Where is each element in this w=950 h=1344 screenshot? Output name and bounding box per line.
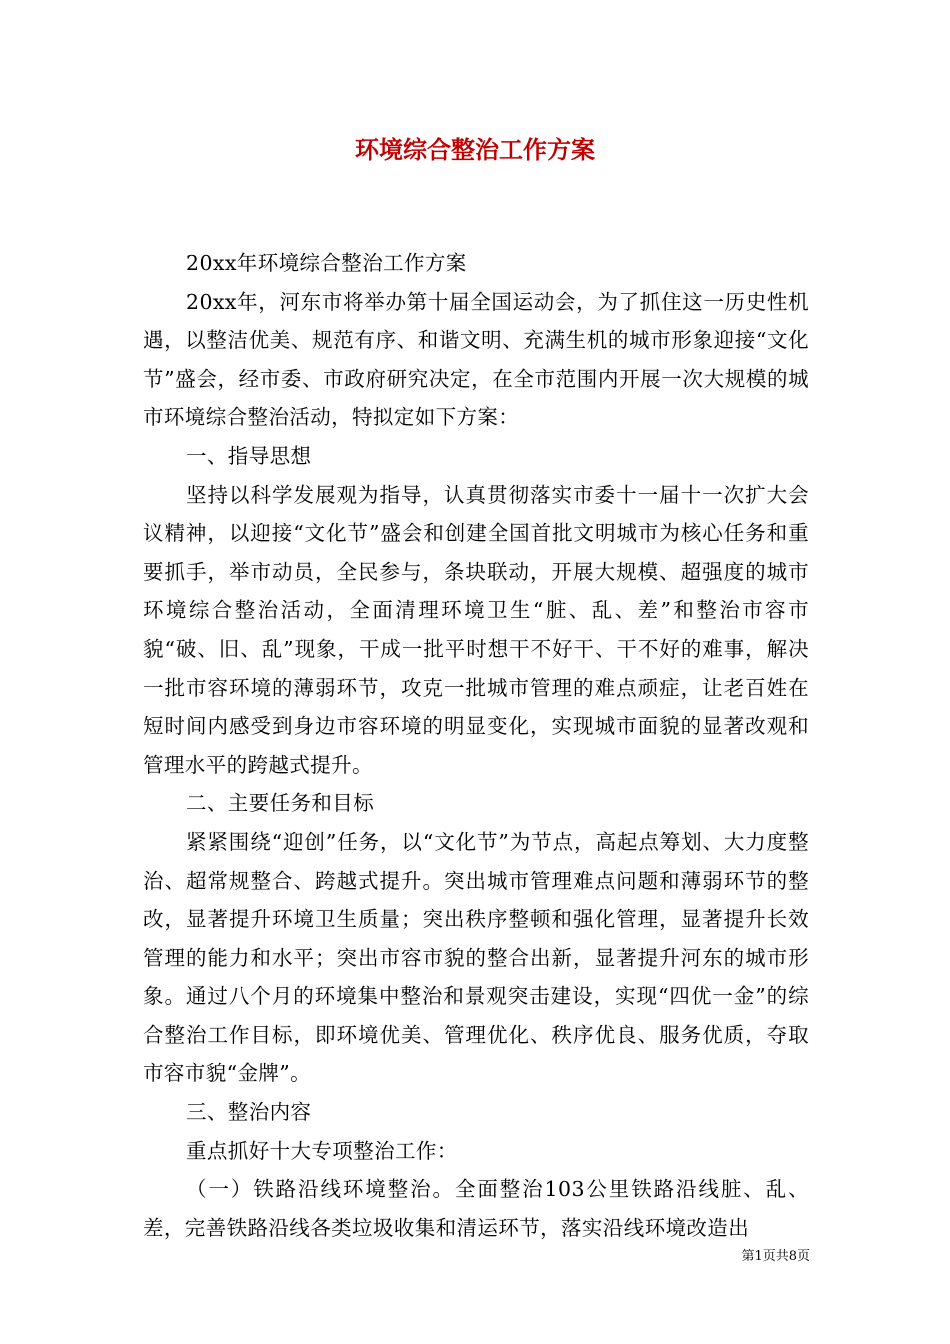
paragraph-main-tasks: 紧紧围绕“迎创”任务，以“文化节”为节点，高起点筹划、大力度整治、超常规整合、跨越式提升。突出城市管理难点问题和薄弱环节的整改，显著提升环境卫生质量；突出秩序整顿和强化管理，显著提升长效管理的能力和水平；突出市容市貌的整合出新，显著提升河东的城市形象。通过八个月的环境集中整治和景观突击建设，实现“四优一金”的综合整治工作目标，即环境优美、管理优化、秩序优良、服务优质，夺取市容市貌“金牌”。 <box>143 829 809 1086</box>
document-subtitle: 20xx年环境综合整治工作方案 <box>186 251 467 275</box>
section-heading-main-tasks: 二、主要任务和目标 <box>186 791 375 816</box>
paragraph-guiding-ideology: 坚持以科学发展观为指导，认真贯彻落实市委十一届十一次扩大会议精神，以迎接“文化节”盛会和创建全国首批文明城市为核心任务和重要抓手，举市动员，全民参与，条块联动，开展大规模、超强度的城市环境综合整治活动，全面清理环境卫生“脏、乱、差”和整治市容市貌“破、旧、乱”现象，干成一批平时想干不好干、干不好的难事，解决一批市容环境的薄弱环节，攻克一批城市管理的难点顽症，让老百姓在短时间内感受到身边市容环境的明显变化，实现城市面貌的显著改观和管理水平的跨越式提升。 <box>143 482 809 777</box>
document-body <box>143 244 809 1247</box>
paragraph-railway-rectification: （一）铁路沿线环境整治。全面整治103公里铁路沿线脏、乱、差，完善铁路沿线各类垃圾收集和清运环节，落实沿线环境改造出 <box>143 1177 809 1240</box>
section-heading-guiding-ideology: 一、指导思想 <box>186 443 312 468</box>
paragraph-intro: 20xx年，河东市将举办第十届全国运动会，为了抓住这一历史性机遇，以整洁优美、规范有序、和谐文明、充满生机的城市形象迎接“文化节”盛会，经市委、市政府研究决定，在全市范围内开展一次大规模的城市环境综合整治活动，特拟定如下方案： <box>143 289 809 430</box>
paragraph-ten-projects: 重点抓好十大专项整治工作： <box>186 1138 458 1163</box>
section-heading-rectification-content: 三、整治内容 <box>186 1100 312 1125</box>
page-number: 第1页共8页 <box>741 1249 810 1264</box>
document-title: 环境综合整治工作方案 <box>355 135 595 164</box>
